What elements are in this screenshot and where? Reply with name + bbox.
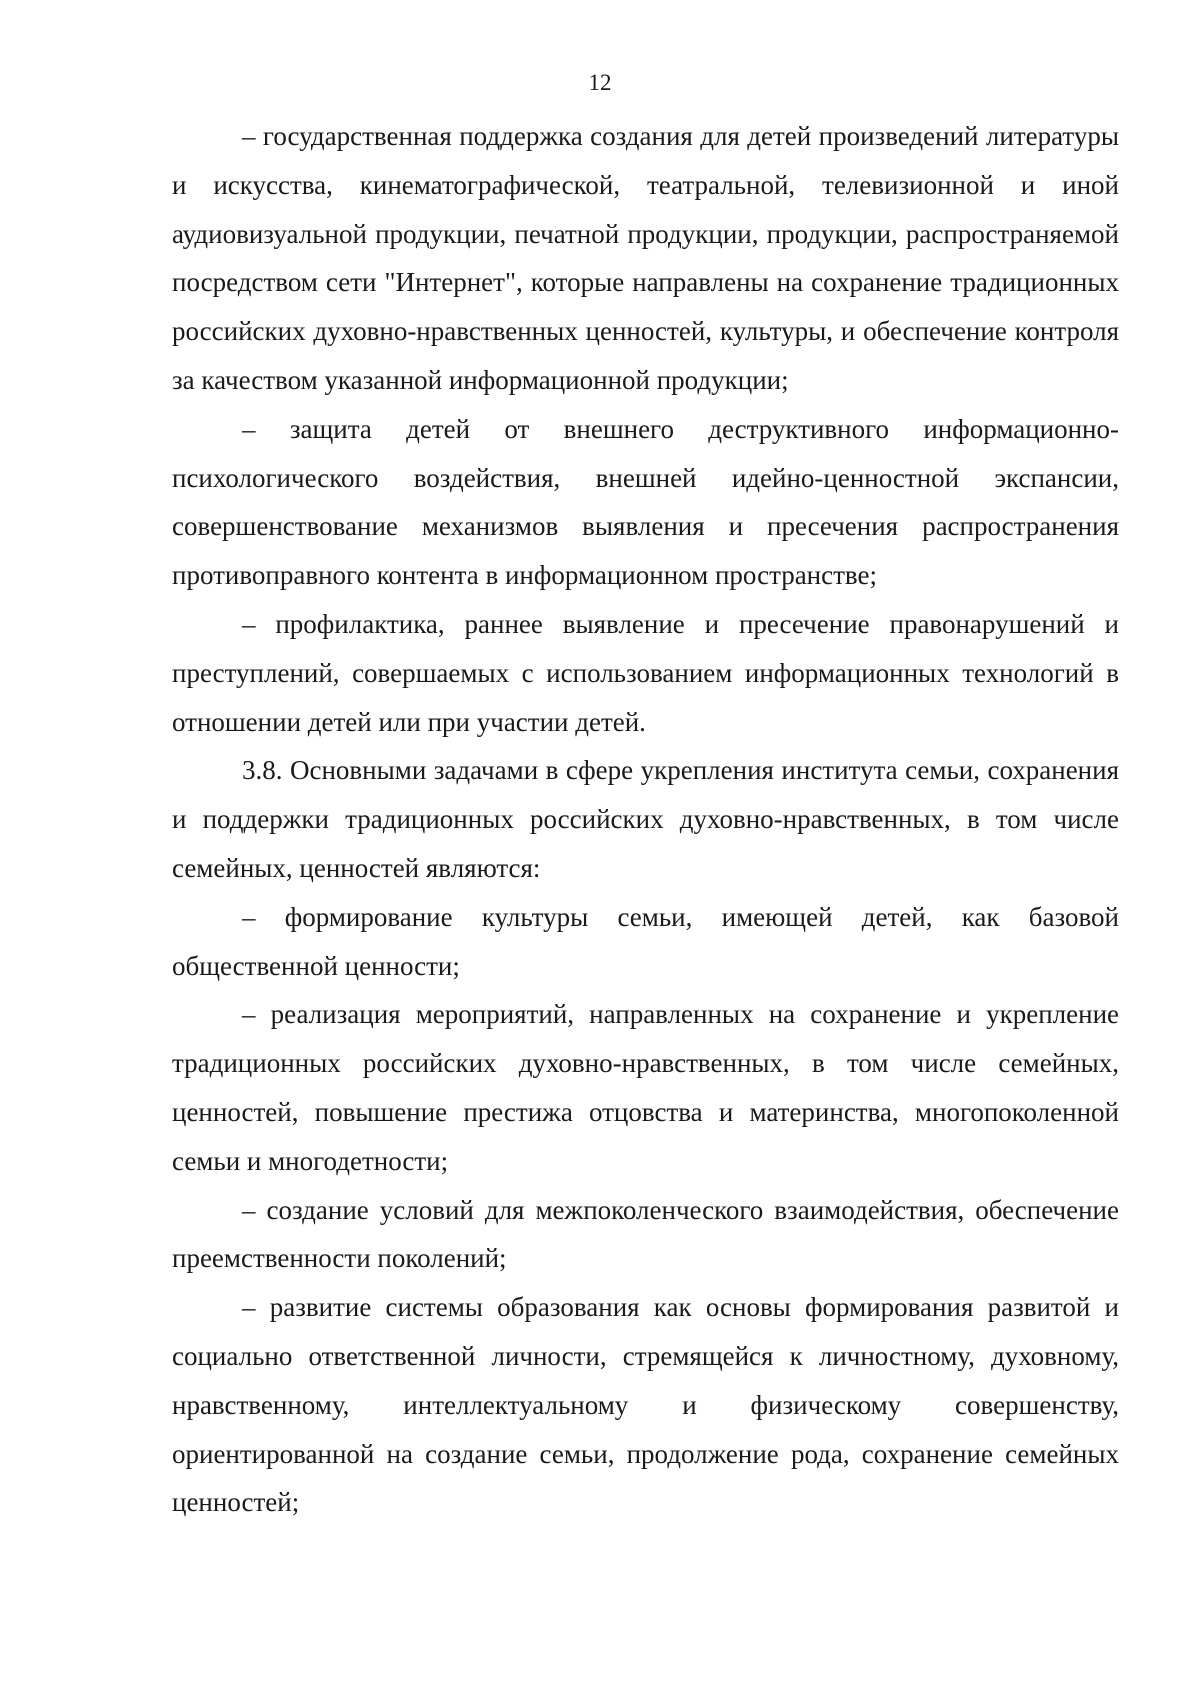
paragraph-family-values-events: – реализация мероприятий, направленных на сохранение и укрепление традиционных российских духовно-нравственных, в том числе семейных, ценностей, повышение престижа отцовства и материнства, многопоколенной семьи и многодетности; xyxy=(172,999,1119,1176)
page-number: 12 xyxy=(588,70,612,95)
paragraph-child-protection: – защита детей от внешнего деструктивного информационно-психологического воздействия, внешней идейно-ценностной экспансии, совершенствование механизмов выявления и пресечения распространения противоправного контента в информационном пространстве; xyxy=(172,413,1119,591)
document-body xyxy=(172,112,1119,1527)
paragraph-intergenerational: – создание условий для межпоколенческого взаимодействия, обеспечение преемственности поколений; xyxy=(172,1194,1119,1274)
paragraph-education-system: – развитие системы образования как основы формирования развитой и социально ответственной личности, стремящейся к личностному, духовному, нравственному, интеллектуальному и физическому совершенству, ориентированной на создание семьи, продолжение рода, сохранение семейных ценностей; xyxy=(172,1292,1119,1518)
paragraph-family-culture: – формирование культуры семьи, имеющей детей, как базовой общественной ценности; xyxy=(172,901,1119,981)
paragraph-state-support: – государственная поддержка создания для детей произведений литературы и искусства, кинематографической, театральной, телевизионной и иной аудиовизуальной продукции, печатной продукции, продукции, распространяемой посредством сети "Интернет", которые направлены на сохранение традиционных российских духовно-нравственных ценностей, культуры, и обеспечение контроля за качеством указанной информационной продукции; xyxy=(172,121,1119,395)
paragraph-crime-prevention: – профилактика, раннее выявление и пресечение правонарушений и преступлений, совершаемых с использованием информационных технологий в отношении детей или при участии детей. xyxy=(172,608,1119,737)
paragraph-section-3-8: 3.8. Основными задачами в сфере укрепления института семьи, сохранения и поддержки традиционных российских духовно-нравственных, в том числе семейных, ценностей являются: xyxy=(172,755,1119,883)
